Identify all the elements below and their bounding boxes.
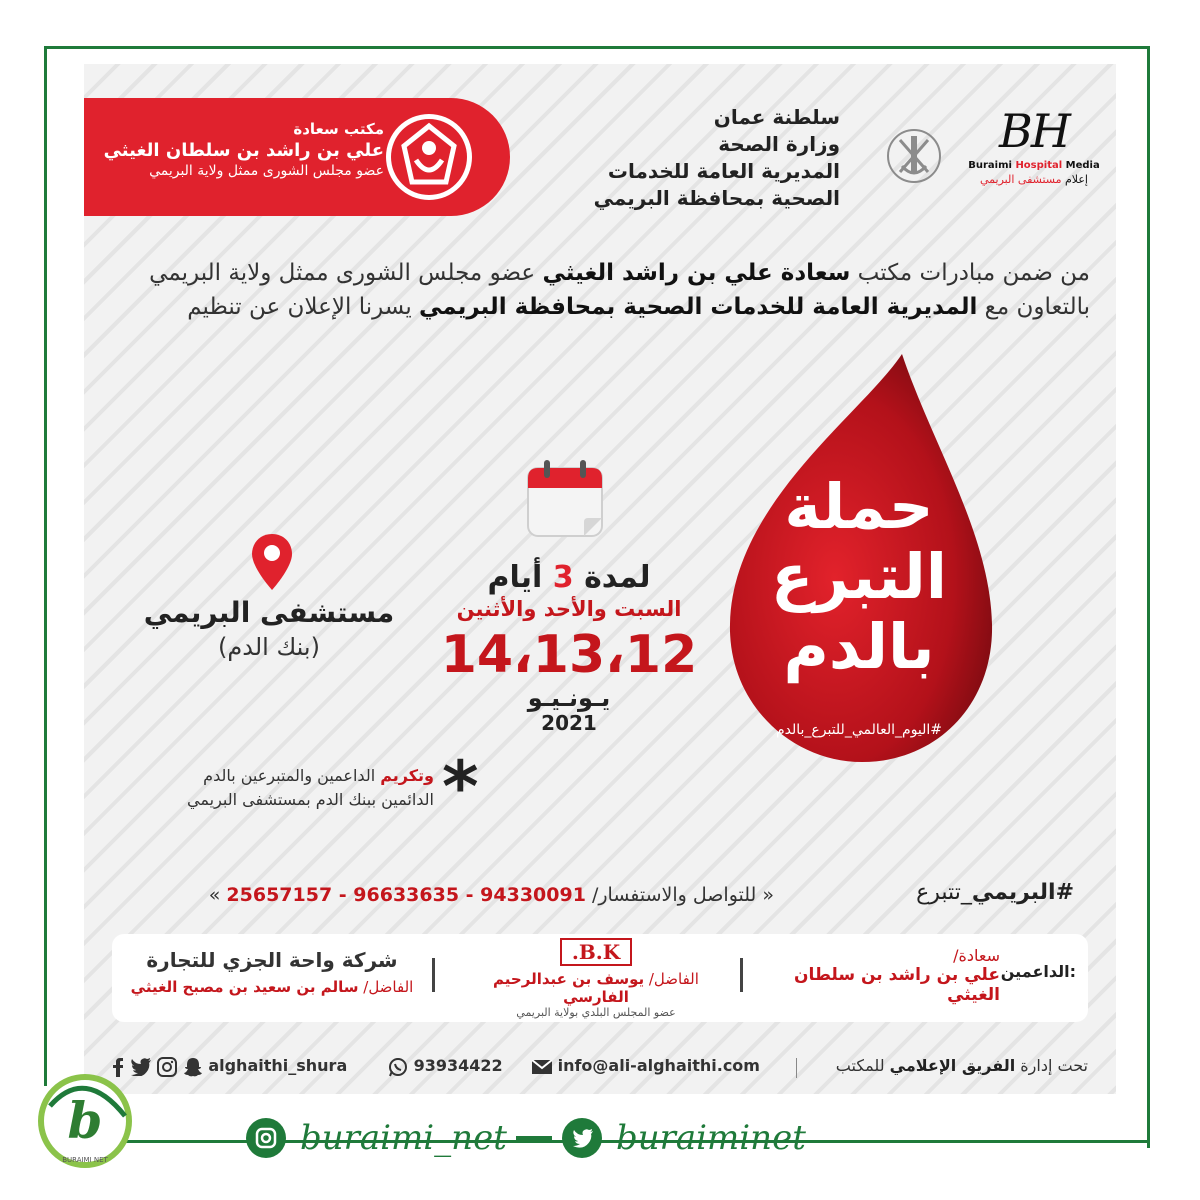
office-line2: علي بن راشد بن سلطان الغيثي [103,140,384,161]
honor-line1 [104,764,434,788]
footer-divider [796,1058,797,1078]
bhm-ar-b: مستشفى البريمي [980,173,1062,186]
month: يـونـيـو [527,684,611,712]
location-sub: (بنك الدم) [218,633,320,661]
sponsor-2-name: يوسف بن عبدالرحيم الفارسي [493,970,645,1006]
duration-num: 3 [552,560,574,595]
email-text: info@ali-alghaithi.com [557,1056,760,1075]
social-handle: alghaithi_shura [208,1056,348,1075]
bhm-english [964,160,1104,171]
ministry-line2: وزارة الصحة [718,132,840,156]
sponsors-label: الداعمين: [1000,962,1076,981]
dates: 14،13،12 [440,625,698,685]
sponsor-2-prefix: الفاضل/ [644,970,699,988]
sponsor-3-prefix: الفاضل/ [358,978,414,996]
schedule-block [424,560,714,735]
location-pin-icon [252,534,292,590]
sponsor-3 [124,948,420,996]
tabarru-hashtag [844,880,1074,905]
footer-email[interactable] [532,1056,760,1075]
duration-b: أيام [487,560,553,595]
twitter-circle-icon [562,1118,602,1158]
intro-p2: عضو مجلس الشورى ممثل ولاية البريمي بالتعاون مع [149,260,1090,320]
sponsors-box [112,934,1088,1022]
poster [84,64,1116,1094]
duration [424,560,714,595]
calendar-icon [524,458,606,540]
ministry-line4: الصحية بمحافظة البريمي [593,186,840,210]
instagram-icon [157,1057,177,1077]
honor-bold: وتكريم [380,766,434,785]
frame-right [1147,46,1150,1148]
duration-a: لمدة [573,560,651,595]
location-block [124,596,414,661]
office-logo-icon [384,112,474,202]
asterisk-icon: * [442,746,479,828]
honor-line2: الدائمين ببنك الدم بمستشفى البريمي [187,790,434,809]
contact-open: « [756,884,774,906]
instagram-circle-icon [246,1118,286,1158]
sponsor-3-line [124,978,420,996]
office-text [92,120,384,179]
bottom-connector [516,1136,552,1140]
footer-social[interactable] [112,1056,347,1077]
frame-top [44,46,1150,49]
sponsor-2 [458,934,734,1019]
buraimi-net-logo-icon [30,1066,140,1176]
intro-paragraph [104,256,1090,324]
logo-text: BURAIMI NET [62,1156,108,1164]
bhm-en-c: Media [1062,160,1100,171]
ministry-line1: سلطنة عمان [713,105,840,129]
contact-label: للتواصل والاستفسار/ [585,884,757,906]
office-line1: مكتب سعادة [293,120,384,138]
whatsapp-icon [388,1057,408,1077]
ministry-block [554,104,840,212]
ministry-line3: المديرية العامة للخدمات [607,159,840,183]
bhm-arabic [964,173,1104,186]
contact-numbers: 25657157 - 96633635 - 94330091 [226,884,586,906]
instagram-handle[interactable]: buraimi_net [300,1118,507,1158]
snapchat-icon [183,1057,203,1077]
bhm-mark: BH [999,104,1069,158]
footer-phone[interactable] [388,1056,503,1077]
campaign-title3: بالدم [783,610,935,683]
sponsor-2-line [458,970,734,1006]
mail-icon [532,1060,552,1074]
sponsor-1 [746,946,1000,1005]
honor-line1-text: الداعمين والمتبرعين بالدم [203,766,381,785]
mgmt-c: للمكتب [835,1056,890,1075]
frame-left [44,46,47,1086]
contact-close: » [208,884,227,906]
location-name: مستشفى البريمي [143,596,395,629]
svg-text:b: b [67,1091,103,1150]
phone-text: 93934422 [413,1056,503,1075]
sponsor-divider [740,958,743,992]
bhm-en-a: Buraimi [968,160,1016,171]
year: 2021 [541,711,597,735]
twitter-handle[interactable]: buraiminet [616,1118,806,1158]
office-line3: عضو مجلس الشورى ممثل ولاية البريمي [149,163,384,179]
mgmt-a: تحت إدارة [1015,1056,1088,1075]
mgmt-b: الفريق الإعلامي [889,1056,1016,1075]
sponsor-divider [432,958,435,992]
sponsor-1-title: سعادة/ [953,946,1000,965]
footer [112,1052,1088,1082]
campaign-hashtag: #اليوم_العالمي_للتبرع_بالدم [775,722,943,738]
campaign-title [724,472,994,682]
hashtag-bold: #البريمي [971,880,1074,905]
intro-p3: يسرنا الإعلان عن تنظيم [187,294,420,320]
campaign-title1: حملة [784,470,934,543]
contact-row [118,884,774,906]
bk-logo: B.K. [560,938,632,966]
intro-b1: سعادة علي بن راشد الغيثي [542,260,851,286]
sponsor-2-sub: عضو المجلس البلدي بولاية البريمي [516,1006,676,1019]
hashtag-rest: _تتبرع [916,880,972,905]
days-list: السبت والأحد والأثنين [456,597,682,621]
sponsor-3-name: سالم بن سعيد بن مصبح الغيثي [130,978,359,996]
oman-emblem-icon [860,96,960,216]
bhm-ar-a: إعلام [1061,173,1088,186]
footer-management [836,1056,1088,1075]
office-header [84,98,510,216]
campaign-title2: التبرع [770,540,948,613]
sponsor-3-title: شركة واحة الجزي للتجارة [146,948,398,972]
sponsor-1-name: علي بن راشد بن سلطان الغيثي [793,965,1000,1005]
honor-note [104,764,434,812]
bhm-en-b: Hospital [1015,160,1063,171]
bhm-logo [964,104,1104,214]
intro-p1: من ضمن مبادرات مكتب [850,260,1090,286]
intro-b2: المديرية العامة للخدمات الصحية بمحافظة البريمي [419,294,978,320]
